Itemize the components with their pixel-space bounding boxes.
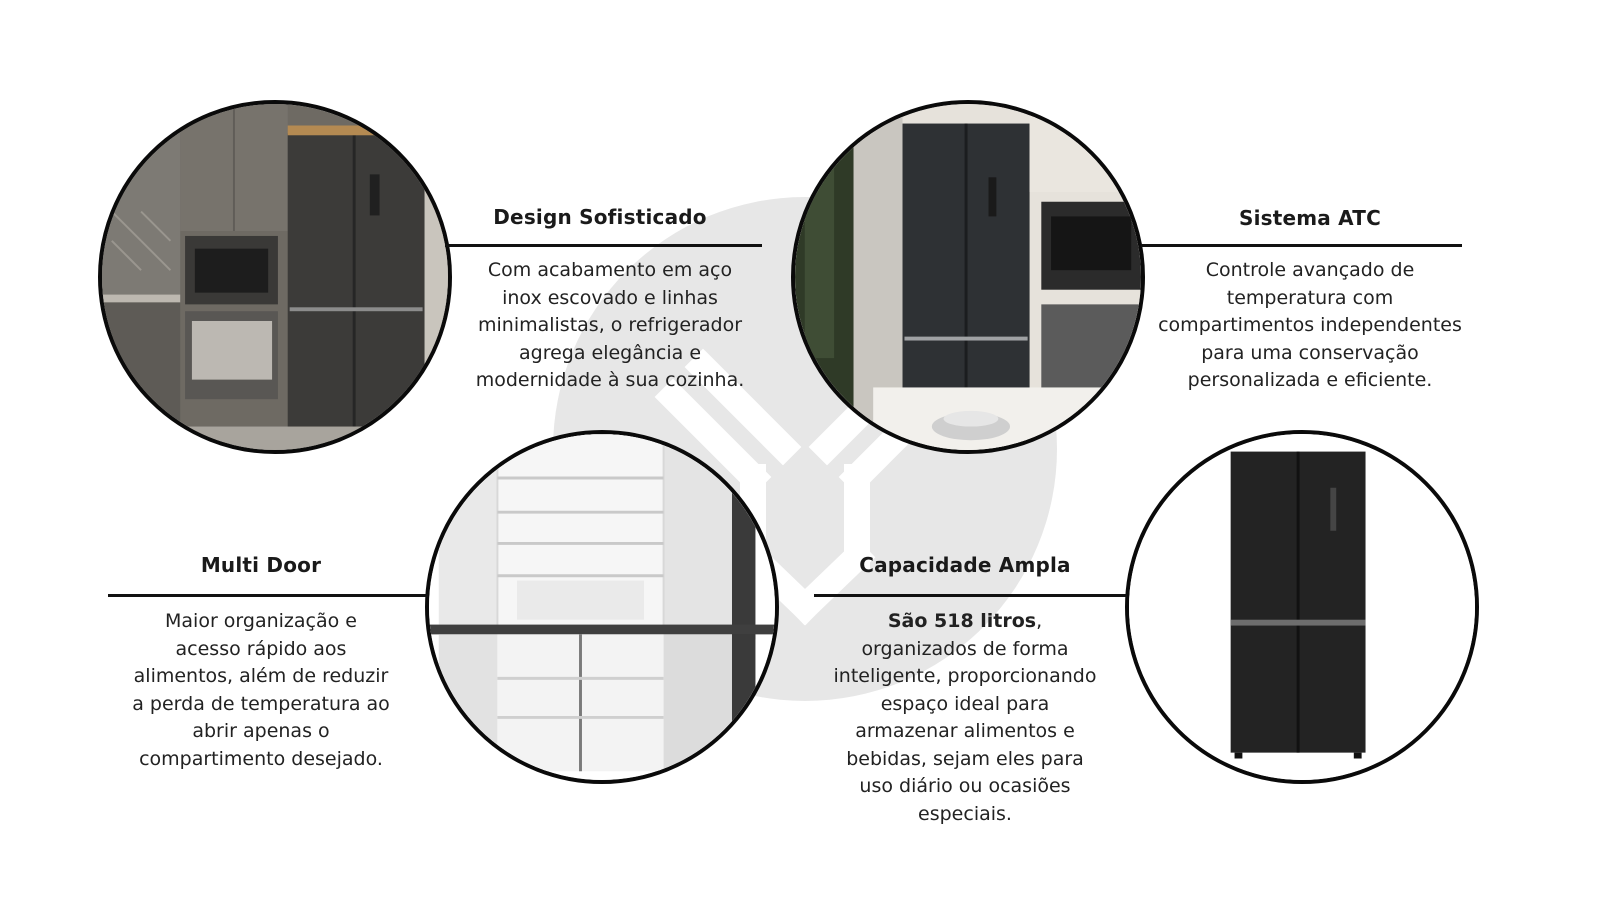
design-description: Com acabamento em aço inox escovado e linhas minimalistas, o refrigerador agrega elegância e modernidade à sua cozinha. — [475, 259, 745, 391]
fridge-kitchen-photo — [791, 100, 1145, 454]
design-title: Design Sofisticado — [493, 205, 707, 229]
capacity-description-text: , organizados de forma inteligente, proporcionando espaço ideal para armazenar alimentos e bebidas, sejam eles para uso diário ou ocasiões especiais. — [833, 610, 1097, 825]
atc-title: Sistema ATC — [1238, 206, 1382, 230]
atc-description: Controle avançado de temperatura com compartimentos independentes para uma conservação personalizada e eficiente. — [1158, 259, 1462, 391]
capacity-divider — [814, 594, 1127, 597]
capacity-title: Capacidade Ampla — [859, 553, 1071, 577]
design-divider — [445, 244, 762, 247]
open-fridge-interior-photo — [425, 430, 779, 784]
atc-divider — [1141, 244, 1462, 247]
capacity-description — [830, 608, 1100, 828]
fridge-front-photo — [1125, 430, 1479, 784]
multidoor-divider — [108, 594, 428, 597]
multidoor-title: Multi Door — [200, 553, 322, 577]
capacity-highlight: São 518 litros — [887, 610, 1037, 632]
multidoor-description: Maior organização e acesso rápido aos alimentos, além de reduzir a perda de temperatura ao abrir apenas o compartimento desejado. — [132, 610, 390, 770]
kitchen-fridge-photo — [98, 100, 452, 454]
